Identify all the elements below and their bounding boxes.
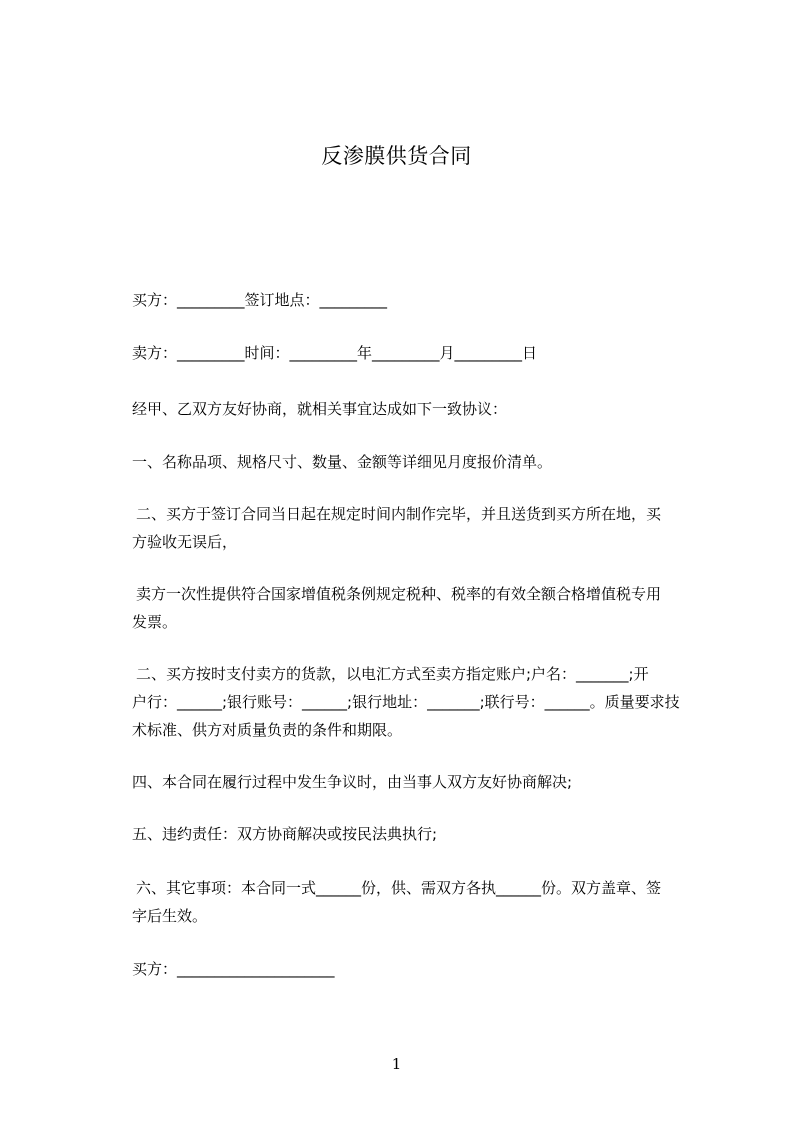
paragraph-line: 卖方：_________时间：_________年_________月_________日	[132, 344, 538, 362]
buyer-signature-line	[132, 955, 702, 983]
paragraph-line: 经甲、乙双方友好协商，就相关事宜达成如下一致协议：	[132, 400, 508, 418]
paragraph-line: 一、名称品项、规格尺寸、数量、金额等详细见月度报价清单。	[132, 453, 553, 471]
paragraph-line: 买方：_____________________	[132, 960, 335, 978]
clause-2-invoice	[132, 580, 702, 636]
seller-date-line	[132, 339, 702, 367]
agreement-intro	[132, 395, 702, 423]
clause-6	[132, 874, 702, 930]
clause-2	[132, 500, 702, 556]
paragraph-line: 术标准、供方对质量负责的条件和期限。	[132, 721, 403, 739]
page-number: 1	[391, 1055, 402, 1073]
clause-5	[132, 820, 702, 848]
paragraph-line: 二、买方按时支付卖方的货款，以电汇方式至卖方指定账户;户名：_______;开	[136, 665, 649, 683]
paragraph-line: 字后生效。	[132, 907, 208, 925]
paragraph-line: 户行：______;银行账号：______;银行地址：_______;联行号：______。质量要求技	[132, 693, 680, 711]
paragraph-line: 二、买方于签订合同当日起在规定时间内制作完毕，并且送货到买方所在地，买	[136, 505, 662, 523]
paragraph-line: 发票。	[132, 613, 178, 631]
paragraph-line: 四、本合同在履行过程中发生争议时，由当事人双方友好协商解决;	[132, 773, 573, 791]
clause-payment	[132, 660, 702, 744]
paragraph-line: 方验收无误后，	[132, 533, 238, 551]
paragraph-line: 卖方一次性提供符合国家增值税条例规定税种、税率的有效全额合格增值税专用	[136, 585, 662, 603]
buyer-signing-place-line	[132, 286, 702, 314]
paragraph-line: 五、违约责任：双方协商解决或按民法典执行;	[132, 825, 438, 843]
paragraph-line: 六、其它事项：本合同一式______份，供、需双方各执______份。双方盖章、签	[136, 879, 662, 897]
document-title: 反渗膜供货合同	[321, 144, 472, 168]
clause-1	[132, 448, 702, 476]
paragraph-line: 买方：_________签订地点：_________	[132, 291, 388, 309]
clause-4	[132, 768, 702, 796]
